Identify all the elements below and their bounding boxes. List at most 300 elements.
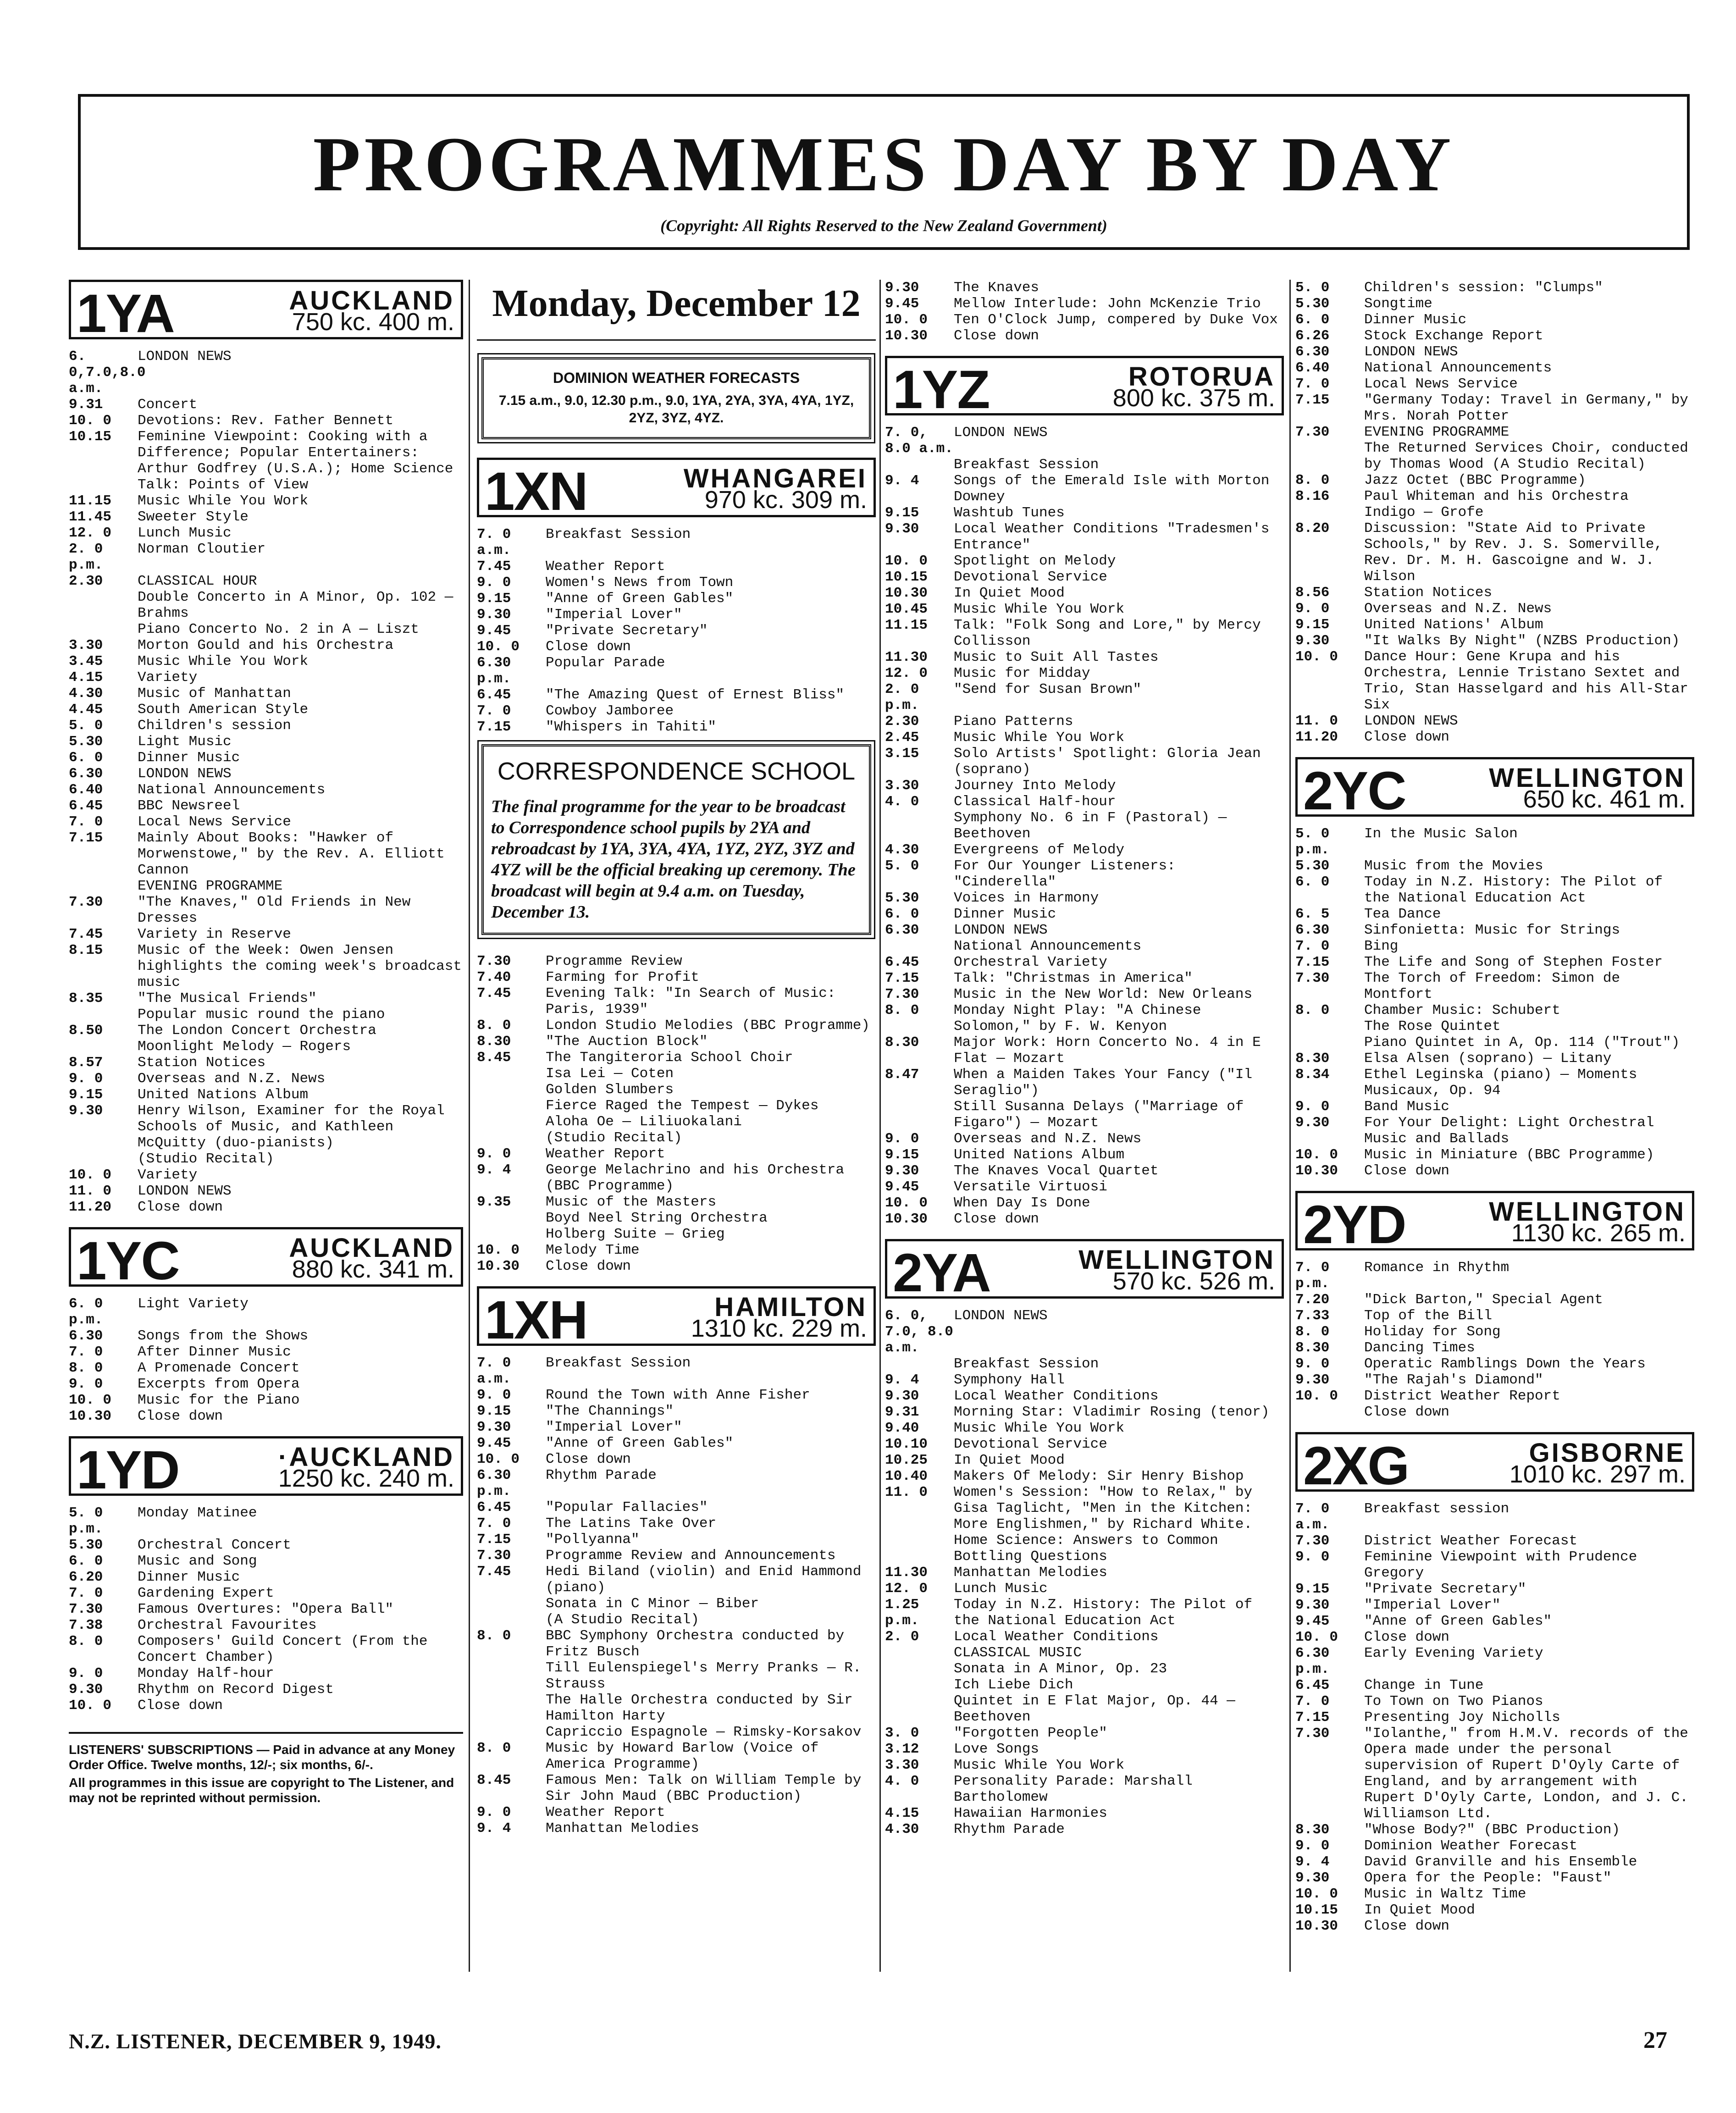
programme-time (885, 1677, 954, 1693)
programme-item (69, 894, 463, 926)
station-call-sign: 1YC (77, 1231, 179, 1291)
programme-item (885, 1308, 1284, 1356)
programme-item (69, 1023, 463, 1039)
programme-title: Music of the Masters (546, 1194, 717, 1210)
programme-time: 6.30 (885, 922, 919, 938)
programme-title: National Announcements (1364, 360, 1552, 376)
programme-item (1295, 1581, 1694, 1597)
programme-item (1295, 906, 1694, 922)
programme-item (885, 1436, 1284, 1452)
programme-title: Cowboy Jamboree (546, 703, 674, 719)
programme-list (1295, 280, 1694, 745)
programme-time: 6. 0, 7.0, 8.0 a.m. (885, 1308, 953, 1356)
programme-title: Station Notices (1364, 585, 1493, 601)
programme-title: "Private Secretary" (1364, 1581, 1526, 1597)
programme-title: Orchestral Concert (138, 1537, 291, 1553)
programme-title: Light Variety (138, 1296, 249, 1312)
programme-time: 8. 0 (69, 1633, 103, 1649)
programme-item (885, 553, 1284, 569)
programme-time: 7.15 (477, 719, 511, 735)
station-city: AUCKLAND (289, 286, 454, 315)
programme-title: Close down (546, 639, 631, 655)
programme-title: "The Channings" (546, 1403, 674, 1419)
station-call-sign: 2YC (1303, 761, 1406, 821)
programme-title: Round the Town with Anne Fisher (546, 1387, 810, 1403)
correspondence-heading: CORRESPONDENCE SCHOOL (497, 758, 856, 785)
programme-item (1295, 938, 1694, 954)
programme-item (1295, 1260, 1694, 1292)
programme-item (69, 830, 463, 878)
programme-title: Fierce Raged the Tempest — Dykes (546, 1098, 819, 1114)
programme-item (885, 778, 1284, 794)
programme-item (477, 719, 876, 735)
programme-title: Breakfast Session (954, 1356, 1099, 1372)
programme-title: Dancing Times (1364, 1340, 1475, 1356)
programme-title: Discussion: "State Aid to Private Schools," by Rev. J. S. Somerville, Rev. Dr. M. H. Gascoigne and W. J. Wilson (1364, 520, 1663, 585)
programme-title: "Iolanthe," from H.M.V. records of the Opera made under the personal supervision of Rupert D'Oyly Carte of England, and by arrangement with Rupert D'Oyly Carte, London, and J. C. Williamson Ltd. (1364, 1726, 1688, 1822)
programme-title: Manhattan Melodies (546, 1820, 699, 1836)
programme-title: Music in Miniature (BBC Programme) (1364, 1147, 1654, 1163)
programme-title: For Your Delight: Light Orchestral Music and Ballads (1364, 1115, 1654, 1147)
programme-time: 8.20 (1295, 520, 1330, 537)
programme-time: 11. 0 (69, 1183, 112, 1199)
programme-time: 7.30 (1295, 1533, 1330, 1549)
programme-item (69, 397, 463, 413)
programme-title: To Town on Two Pianos (1364, 1693, 1543, 1709)
programme-item (1295, 1709, 1694, 1726)
programme-item (477, 1548, 876, 1564)
programme-item (477, 1804, 876, 1820)
programme-title: Breakfast Session (546, 526, 691, 542)
programme-time: 7.30 (1295, 970, 1330, 986)
programme-list (1295, 1501, 1694, 1934)
programme-time: 9.15 (477, 591, 511, 607)
programme-title: Dinner Music (138, 1569, 240, 1585)
programme-title: BBC Symphony Orchestra conducted by Fritz Busch (546, 1628, 845, 1660)
programme-title: Close down (954, 328, 1039, 344)
programme-title: Close down (1364, 1918, 1450, 1934)
programme-item (477, 1098, 876, 1114)
programme-title: Indigo — Grofe (1364, 504, 1484, 520)
programme-item (477, 1724, 876, 1740)
programme-title: Children's session (138, 718, 291, 734)
subscription-notice (69, 1732, 463, 1805)
programme-time: 3.30 (69, 637, 103, 653)
programme-time (885, 1661, 954, 1677)
programme-title: "It Walks By Night" (NZBS Production) (1364, 633, 1680, 649)
programme-item (1295, 1372, 1694, 1388)
programme-item (69, 1553, 463, 1569)
programme-title: Morton Gould and his Orchestra (138, 637, 394, 653)
programme-title: Close down (1364, 1163, 1450, 1179)
programme-time: 10. 0 (1295, 1388, 1338, 1404)
programme-title: "Imperial Lover" (546, 607, 682, 623)
programme-title: EVENING PROGRAMME (1364, 424, 1509, 440)
programme-time: 8.45 (477, 1772, 511, 1788)
programme-time: 10.10 (885, 1436, 928, 1452)
programme-time: 7. 0 a.m. (1295, 1501, 1330, 1533)
programme-item (1295, 1870, 1694, 1886)
programme-time: 5. 0 p.m. (69, 1505, 103, 1537)
programme-title: Top of the Bill (1364, 1308, 1493, 1324)
programme-item (477, 1532, 876, 1548)
programme-item (885, 1581, 1284, 1597)
programme-time: 11.45 (69, 509, 112, 525)
station-banner-1yc (69, 1227, 463, 1291)
station-call-sign: 1XN (485, 461, 587, 522)
programme-item (477, 639, 876, 655)
programme-title: The Returned Services Choir, conducted by Thomas Wood (A Studio Recital) (1364, 440, 1688, 472)
programme-time: 6.30 p.m. (1295, 1645, 1330, 1677)
programme-time: 7.33 (1295, 1308, 1330, 1324)
programme-item (1295, 1726, 1694, 1822)
programme-time: 6.45 (885, 954, 919, 970)
programme-item (477, 559, 876, 575)
programme-item (885, 665, 1284, 681)
programme-item (885, 746, 1284, 778)
programme-title: Presenting Joy Nicholls (1364, 1709, 1560, 1726)
programme-item (69, 1167, 463, 1183)
programme-title: Hedi Biland (violin) and Enid Hammond (piano) (546, 1564, 862, 1596)
programme-title: Operatic Ramblings Down the Years (1364, 1356, 1646, 1372)
programme-title: The Torch of Freedom: Simon de Montfort (1364, 970, 1620, 1002)
programme-time: 3.12 (885, 1741, 919, 1757)
programme-time (1295, 1034, 1364, 1051)
programme-time: 6. 0 p.m. (69, 1296, 103, 1328)
programme-title: After Dinner Music (138, 1344, 291, 1360)
programme-title: George Melachrino and his Orchestra (BBC Programme) (546, 1162, 845, 1194)
programme-title: Variety (138, 669, 198, 686)
programme-item (1295, 296, 1694, 312)
programme-item (885, 473, 1284, 505)
programme-title: Devotional Service (954, 1436, 1107, 1452)
programme-title: Weather Report (546, 1804, 665, 1820)
programme-title: Piano Concerto No. 2 in A — Liszt (138, 621, 419, 637)
programme-time: 5. 0 (69, 718, 103, 734)
programme-title: Music in the New World: New Orleans (954, 986, 1253, 1002)
programme-title: Women's Session: "How to Relax," by Gisa Taglicht, "Men in the Kitchen: More Englishmen," by Richard White. Home Science: Answers to Common Bottling Questions (954, 1484, 1253, 1565)
programme-time: 9. 0 (477, 1387, 511, 1403)
programme-time: 4.15 (885, 1805, 919, 1821)
programme-time: 9.30 (885, 1163, 919, 1179)
programme-title: LONDON NEWS (138, 348, 232, 365)
programme-title: Close down (138, 1408, 223, 1424)
programme-item (477, 1628, 876, 1660)
programme-item (477, 655, 876, 687)
station-frequency: 570 kc. 526 m. (1112, 1267, 1275, 1295)
programme-title: "Imperial Lover" (1364, 1597, 1501, 1613)
programme-time: 9.15 (1295, 1581, 1330, 1597)
programme-time (477, 1596, 546, 1612)
programme-item (477, 1146, 876, 1162)
programme-title: Women's News from Town (546, 575, 734, 591)
programme-title: Music of Manhattan (138, 686, 291, 702)
programme-time: 9.45 (477, 623, 511, 639)
programme-list (69, 1296, 463, 1424)
programme-title: Holiday for Song (1364, 1324, 1501, 1340)
programme-title: Sonata in A Minor, Op. 23 (954, 1661, 1167, 1677)
programme-time: 9.45 (477, 1435, 511, 1451)
programme-time: 10. 0 (1295, 1147, 1338, 1163)
programme-list (885, 1308, 1284, 1837)
programme-time: 5.30 (1295, 296, 1330, 312)
programme-item (1295, 1533, 1694, 1549)
programme-item (477, 1387, 876, 1403)
programme-title: (Studio Recital) (138, 1151, 274, 1167)
programme-item (1295, 1147, 1694, 1163)
programme-time: 9.45 (1295, 1613, 1330, 1629)
programme-title: The Halle Orchestra conducted by Sir Hamilton Harty (546, 1692, 853, 1724)
programme-title: Orchestral Variety (954, 954, 1107, 970)
programme-time (69, 1151, 138, 1167)
programme-item (69, 589, 463, 621)
programme-time: 7.15 (1295, 954, 1330, 970)
programme-item (69, 413, 463, 429)
programme-item (69, 1360, 463, 1376)
programme-item (885, 1741, 1284, 1757)
programme-item (1295, 1292, 1694, 1308)
programme-time: 4.30 (885, 1821, 919, 1837)
programme-time: 7.45 (69, 926, 103, 942)
programme-time: 4. 0 (885, 794, 919, 810)
programme-item (885, 1388, 1284, 1404)
programme-item (1295, 1613, 1694, 1629)
programme-title: Close down (954, 1211, 1039, 1227)
programme-item (69, 718, 463, 734)
programme-title: Devotional Service (954, 569, 1107, 585)
programme-time: 10. 0 (477, 1451, 520, 1467)
programme-time: 8. 0 (477, 1740, 511, 1756)
programme-item (69, 429, 463, 493)
programme-list (477, 526, 876, 735)
programme-time: 6.45 (477, 687, 511, 703)
programme-title: London Studio Melodies (BBC Programme) (546, 1018, 870, 1034)
programme-title: Boyd Neel String Orchestra (546, 1210, 768, 1226)
programme-item (69, 1585, 463, 1601)
programme-title: BBC Newsreel (138, 798, 240, 814)
programme-title: Rhythm on Record Digest (138, 1682, 334, 1698)
programme-time: 6. 0,7.0,8.0 a.m. (69, 348, 146, 397)
programme-time: 10.15 (1295, 1902, 1338, 1918)
programme-title: Overseas and N.Z. News (954, 1131, 1142, 1147)
programme-title: Music for Midday (954, 665, 1090, 681)
column-3 (885, 280, 1284, 1837)
programme-time: 9. 0 (477, 575, 511, 591)
programme-item (1295, 392, 1694, 424)
programme-time: 9.30 (885, 521, 919, 537)
programme-item (1295, 1549, 1694, 1581)
programme-time: 9. 0 (1295, 1549, 1330, 1565)
programme-title: Close down (1364, 729, 1450, 745)
programme-item (885, 1597, 1284, 1629)
programme-time: 9.30 (885, 280, 919, 296)
programme-item (477, 1499, 876, 1516)
programme-time: 10. 0 (1295, 1629, 1338, 1645)
station-city: HAMILTON (714, 1292, 867, 1322)
programme-list (69, 348, 463, 1215)
programme-item (477, 526, 876, 559)
programme-time (477, 1114, 546, 1130)
programme-title: Popular music round the piano (138, 1007, 385, 1023)
programme-item (69, 1601, 463, 1617)
programme-time: 4. 0 (885, 1773, 919, 1789)
programme-time: 1.25 p.m. (885, 1597, 919, 1629)
programme-title: David Granville and his Ensemble (1364, 1854, 1637, 1870)
programme-item (1295, 585, 1694, 601)
programme-item (69, 573, 463, 589)
station-banner-1yz (885, 356, 1284, 420)
programme-time (69, 878, 138, 894)
station-frequency: 800 kc. 375 m. (1112, 384, 1275, 412)
programme-title: "Pollyanna" (546, 1532, 640, 1548)
weather-box-body: 7.15 a.m., 9.0, 12.30 p.m., 9.0, 1YA, 2YA, 3YA, 4YA, 1YZ, 2YZ, 3YZ, 4YZ. (498, 393, 854, 426)
programme-item (477, 703, 876, 719)
programme-item (1295, 312, 1694, 328)
programme-item (69, 1328, 463, 1344)
programme-item (885, 617, 1284, 649)
programme-title: Lunch Music (954, 1581, 1048, 1597)
programme-title: Monday Half-hour (138, 1665, 274, 1682)
programme-title: Change in Tune (1364, 1677, 1484, 1693)
programme-item (885, 1757, 1284, 1773)
programme-item (69, 1633, 463, 1665)
programme-time: 5. 0 (1295, 280, 1330, 296)
programme-title: Capriccio Espagnole — Rimsky-Korsakov (546, 1724, 862, 1740)
programme-title: Weather Report (546, 1146, 665, 1162)
page-title: PROGRAMMES DAY BY DAY (313, 121, 1455, 207)
programme-item (69, 1505, 463, 1537)
programme-time: 8.30 (477, 1034, 511, 1050)
programme-time: 10. 0 (477, 1242, 520, 1258)
programme-item (477, 607, 876, 623)
programme-time: 10.30 (885, 328, 928, 344)
programme-item (1295, 1034, 1694, 1051)
programme-time: 2. 0 (885, 1629, 919, 1645)
programme-item (69, 621, 463, 637)
programme-time (69, 1039, 138, 1055)
programme-time: 9.30 (885, 1388, 919, 1404)
programme-title: "Popular Fallacies" (546, 1499, 708, 1516)
station-frequency: 970 kc. 309 m. (704, 486, 867, 514)
programme-item (885, 810, 1284, 842)
programme-item (1295, 649, 1694, 713)
copyright-text: All programmes in this issue are copyright to The Listener, and may not be reprinted without permission. (69, 1776, 454, 1805)
programme-item (1295, 1324, 1694, 1340)
programme-item (477, 1242, 876, 1258)
programme-title: Henry Wilson, Examiner for the Royal Schools of Music, and Kathleen McQuitty (duo-pianists) (138, 1103, 445, 1151)
programme-item (477, 1162, 876, 1194)
station-city: WELLINGTON (1078, 1245, 1275, 1275)
programme-time: 6.20 (69, 1569, 103, 1585)
programme-title: Rhythm Parade (546, 1467, 657, 1483)
programme-title: Close down (138, 1199, 223, 1215)
programme-item (885, 970, 1284, 986)
programme-item (69, 702, 463, 718)
programme-title: LONDON NEWS (138, 1183, 232, 1199)
programme-title: Dinner Music (1364, 312, 1467, 328)
programme-item (1295, 1115, 1694, 1147)
programme-item (885, 457, 1284, 473)
programme-item (477, 1564, 876, 1596)
programme-item (885, 1034, 1284, 1067)
programme-title: Programme Review and Announcements (546, 1548, 836, 1564)
programme-time: 9. 0 (885, 1131, 919, 1147)
programme-time: 9. 4 (885, 473, 919, 489)
programme-item (69, 1199, 463, 1215)
programme-item (477, 623, 876, 639)
programme-title: Dance Hour: Gene Krupa and his Orchestra, Lennie Tristano Sextet and Trio, Stan Hasselgard and his All-Star Six (1364, 649, 1688, 713)
programme-title: Melody Time (546, 1242, 640, 1258)
programme-list (885, 280, 1284, 344)
programme-item (69, 1569, 463, 1585)
programme-item (1295, 1163, 1694, 1179)
column-divider (879, 280, 881, 1972)
programme-time: 9. 0 (1295, 1356, 1330, 1372)
station-call-sign: 2XG (1303, 1436, 1409, 1496)
programme-title: Famous Men: Talk on William Temple by Sir John Maud (BBC Production) (546, 1772, 862, 1804)
programme-title: "Anne of Green Gables" (546, 1435, 734, 1451)
programme-time: 11.20 (69, 1199, 112, 1215)
programme-time: 4.30 (69, 686, 103, 702)
programme-title: Music for the Piano (138, 1392, 300, 1408)
programme-title: Chamber Music: Schubert (1364, 1002, 1560, 1018)
programme-title: "The Amazing Quest of Ernest Bliss" (546, 687, 845, 703)
programme-time: 8.30 (1295, 1051, 1330, 1067)
programme-title: Versatile Virtuosi (954, 1179, 1107, 1195)
programme-item (885, 328, 1284, 344)
programme-item (69, 1055, 463, 1071)
programme-time: 7. 0 (69, 1585, 103, 1601)
programme-time: 9. 0 (69, 1376, 103, 1392)
programme-item (477, 1596, 876, 1612)
programme-item (885, 1821, 1284, 1837)
programme-list (1295, 826, 1694, 1179)
programme-time: 11.30 (885, 1565, 928, 1581)
programme-item (477, 1612, 876, 1628)
programme-title: Manhattan Melodies (954, 1565, 1107, 1581)
programme-item (1295, 280, 1694, 296)
programme-title: Concert (138, 397, 198, 413)
programme-item (885, 1195, 1284, 1211)
programme-time: 7.30 (69, 894, 103, 910)
station-call-sign: 1YZ (893, 360, 990, 420)
programme-item (885, 1372, 1284, 1388)
programme-item (1295, 376, 1694, 392)
programme-time (1295, 1404, 1364, 1420)
programme-title: Band Music (1364, 1099, 1450, 1115)
programme-time: 10. 0 (1295, 1886, 1338, 1902)
programme-item (69, 1376, 463, 1392)
programme-item (477, 1692, 876, 1724)
station-frequency: 880 kc. 341 m. (292, 1256, 454, 1283)
programme-title: Music While You Work (138, 493, 309, 509)
programme-title: Morning Star: Vladimir Rosing (tenor) (954, 1404, 1270, 1420)
programme-title: Famous Overtures: "Opera Ball" (138, 1601, 394, 1617)
programme-item (477, 1258, 876, 1274)
programme-time: 9.40 (885, 1420, 919, 1436)
programme-title: Music While You Work (138, 653, 309, 669)
programme-time: 3.45 (69, 653, 103, 669)
programme-title: Spotlight on Melody (954, 553, 1116, 569)
programme-item (1295, 1067, 1694, 1099)
programme-title: The Knaves (954, 280, 1039, 296)
programme-title: Breakfast session (1364, 1501, 1509, 1517)
programme-title: Farming for Profit (546, 969, 699, 985)
programme-time: 8. 0 (1295, 472, 1330, 488)
programme-title: South American Style (138, 702, 309, 718)
programme-time: 6. 0 (885, 906, 919, 922)
programme-title: Close down (546, 1258, 631, 1274)
